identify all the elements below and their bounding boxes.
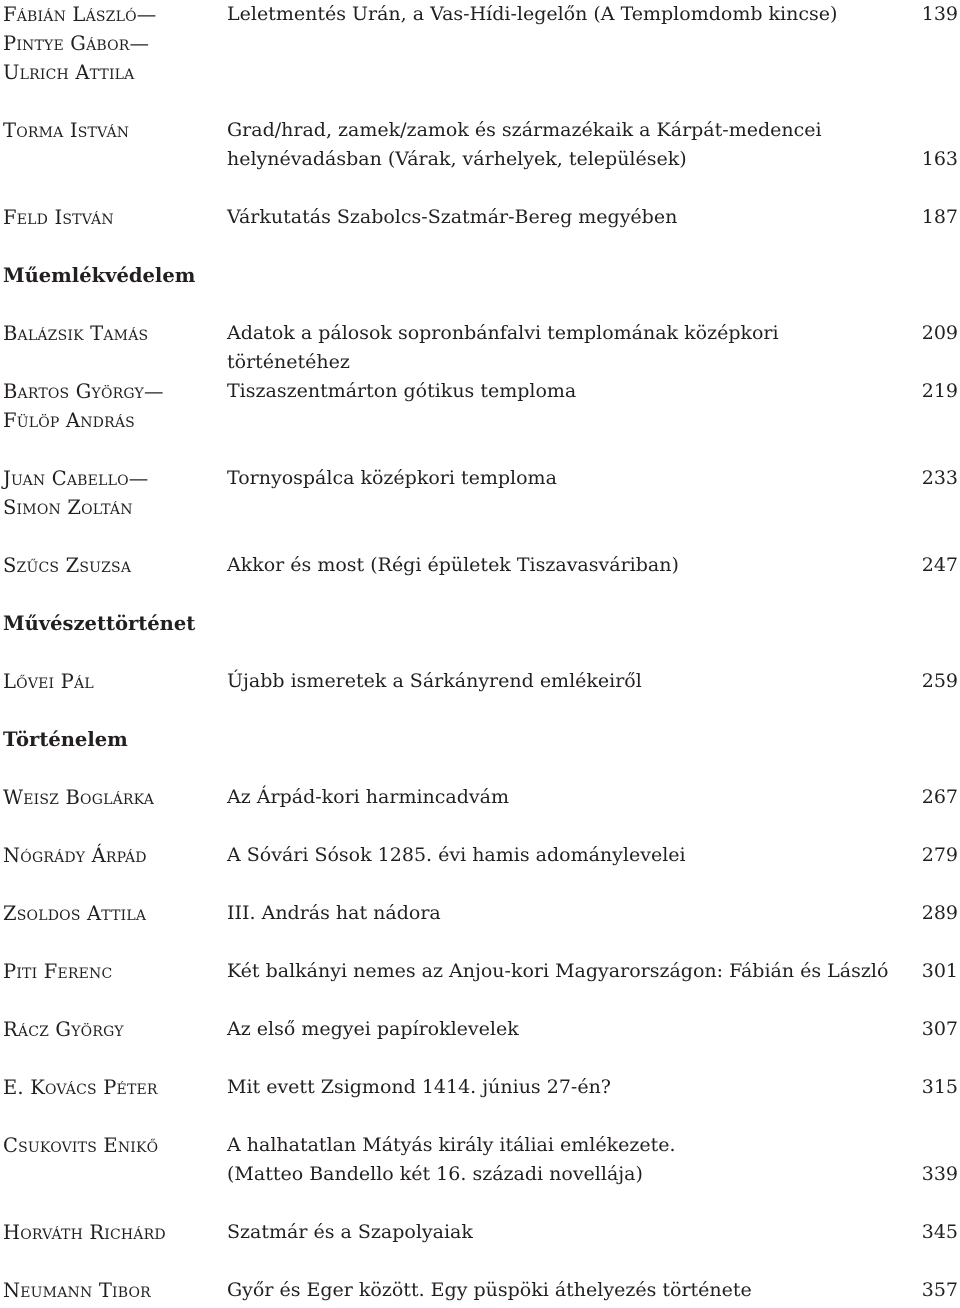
entry-title xyxy=(227,957,907,986)
entry-authors xyxy=(3,1131,218,1160)
entry-title xyxy=(227,377,907,406)
title-line: Tornyospálca középkori temploma xyxy=(227,467,557,489)
title-line: Az Árpád-kori harmincadvám xyxy=(227,786,509,808)
author-name: Ulrich Attila xyxy=(3,61,135,84)
title-line: helynévadásban (Várak, várhelyek, települések) xyxy=(227,148,687,170)
entry-authors xyxy=(3,319,218,348)
author-name: Horváth Richárd xyxy=(3,1221,166,1244)
section-heading-row xyxy=(0,261,960,290)
title-line: Grad/hrad, zamek/zamok és származékaik a Kárpát-medencei xyxy=(227,119,822,141)
entry-authors xyxy=(3,551,218,580)
title-line: Mit evett Zsigmond 1414. június 27-én? xyxy=(227,1076,611,1098)
page-number: 339 xyxy=(921,1163,958,1185)
author-name: E. Kovács Péter xyxy=(3,1076,158,1099)
author-name: Simon Zoltán xyxy=(3,496,133,519)
entry-authors xyxy=(3,1015,218,1044)
author-name: Rácz György xyxy=(3,1018,124,1041)
entry-title xyxy=(227,1276,907,1305)
entry-authors xyxy=(3,0,218,87)
title-line: Szatmár és a Szapolyaiak xyxy=(227,1221,473,1243)
toc-entry xyxy=(0,1131,960,1189)
page-number: 209 xyxy=(921,322,958,344)
page-number: 289 xyxy=(921,902,958,924)
entry-title xyxy=(227,667,907,696)
title-line: Két balkányi nemes az Anjou-kori Magyarországon: Fábián és László xyxy=(227,960,889,982)
section-heading: Történelem xyxy=(3,728,128,751)
page-number: 247 xyxy=(921,554,958,576)
section-heading: Műemlékvédelem xyxy=(3,264,196,287)
entry-authors xyxy=(3,957,218,986)
author-name: Feld István xyxy=(3,206,114,229)
entry-title xyxy=(227,1015,907,1044)
author-name: Zsoldos Attila xyxy=(3,902,147,925)
entry-title xyxy=(227,0,907,29)
author-name: Szűcs Zsuzsa xyxy=(3,554,132,577)
page-number: 219 xyxy=(921,380,958,402)
title-line: Tiszaszentmárton gótikus temploma xyxy=(227,380,577,402)
page-number: 279 xyxy=(921,844,958,866)
toc-entry xyxy=(0,319,960,373)
author-name: Nógrády Árpád xyxy=(3,844,147,867)
entry-authors xyxy=(3,841,218,870)
entry-title xyxy=(227,203,907,232)
title-line: III. András hat nádora xyxy=(227,902,441,924)
author-name: Pintye Gábor— xyxy=(3,32,150,55)
toc-entry xyxy=(0,1218,960,1247)
author-name: Balázsik Tamás xyxy=(3,322,149,345)
entry-title xyxy=(227,1073,907,1102)
page-number: 163 xyxy=(921,148,958,170)
entry-authors xyxy=(3,116,218,145)
entry-authors xyxy=(3,203,218,232)
entry-title xyxy=(227,1218,907,1247)
toc-entry xyxy=(0,551,960,580)
title-line: Leletmentés Urán, a Vas-Hídi-legelőn (A Templomdomb kincse) xyxy=(227,3,838,25)
page-number: 139 xyxy=(921,3,958,25)
entry-title xyxy=(227,1131,907,1189)
toc-entry xyxy=(0,841,960,870)
entry-authors xyxy=(3,1276,218,1305)
toc-entry xyxy=(0,0,960,87)
section-heading-row xyxy=(0,609,960,638)
entry-title xyxy=(227,899,907,928)
entry-title xyxy=(227,319,907,377)
toc-entry xyxy=(0,377,960,435)
title-line: Az első megyei papíroklevelek xyxy=(227,1018,519,1040)
entry-authors xyxy=(3,464,218,522)
author-name: Bartos György— xyxy=(3,380,164,403)
entry-title xyxy=(227,464,907,493)
page-number: 187 xyxy=(921,206,958,228)
author-name: Piti Ferenc xyxy=(3,960,113,983)
title-line: A Sóvári Sósok 1285. évi hamis adománylevelei xyxy=(227,844,686,866)
author-name: Fábián László— xyxy=(3,3,157,26)
toc-entry xyxy=(0,203,960,232)
toc-entry xyxy=(0,1015,960,1044)
author-name: Weisz Boglárka xyxy=(3,786,155,809)
entry-authors xyxy=(3,783,218,812)
author-name: Juan Cabello— xyxy=(3,467,149,490)
toc-entry xyxy=(0,899,960,928)
page-number: 267 xyxy=(921,786,958,808)
section-heading-row xyxy=(0,725,960,754)
title-line: Győr és Eger között. Egy püspöki áthelyezés története xyxy=(227,1279,752,1301)
entry-authors xyxy=(3,899,218,928)
page-number: 233 xyxy=(921,467,958,489)
title-line: A halhatatlan Mátyás király itáliai emlékezete. xyxy=(227,1134,676,1156)
title-line: Várkutatás Szabolcs-Szatmár-Bereg megyében xyxy=(227,206,678,228)
page-number: 357 xyxy=(921,1279,958,1301)
title-line: (Matteo Bandello két 16. századi novellája) xyxy=(227,1163,643,1185)
author-name: Lővei Pál xyxy=(3,670,94,693)
title-line: Akkor és most (Régi épületek Tiszavasváriban) xyxy=(227,554,679,576)
toc-entry xyxy=(0,116,960,174)
toc-entry xyxy=(0,783,960,812)
entry-authors xyxy=(3,667,218,696)
page-number: 301 xyxy=(921,960,958,982)
toc-entry xyxy=(0,957,960,986)
entry-title xyxy=(227,116,907,174)
title-line: Adatok a pálosok sopronbánfalvi templomának középkori történetéhez xyxy=(227,322,779,373)
entry-authors xyxy=(3,1218,218,1247)
toc-entry xyxy=(0,667,960,696)
toc-entry xyxy=(0,1073,960,1102)
entry-authors xyxy=(3,377,218,435)
page-number: 259 xyxy=(921,670,958,692)
author-name: Fülöp András xyxy=(3,409,135,432)
author-name: Csukovits Enikő xyxy=(3,1134,159,1157)
page-number: 345 xyxy=(921,1221,958,1243)
entry-title xyxy=(227,841,907,870)
page-number: 315 xyxy=(921,1076,958,1098)
toc-entry xyxy=(0,1276,960,1305)
title-line: Újabb ismeretek a Sárkányrend emlékeiről xyxy=(227,670,642,692)
entry-title xyxy=(227,783,907,812)
section-heading: Művészettörténet xyxy=(3,612,196,635)
author-name: Neumann Tibor xyxy=(3,1279,151,1302)
toc-entry xyxy=(0,464,960,522)
author-name: Torma István xyxy=(3,119,130,142)
entry-title xyxy=(227,551,907,580)
page-number: 307 xyxy=(921,1018,958,1040)
entry-authors xyxy=(3,1073,218,1102)
